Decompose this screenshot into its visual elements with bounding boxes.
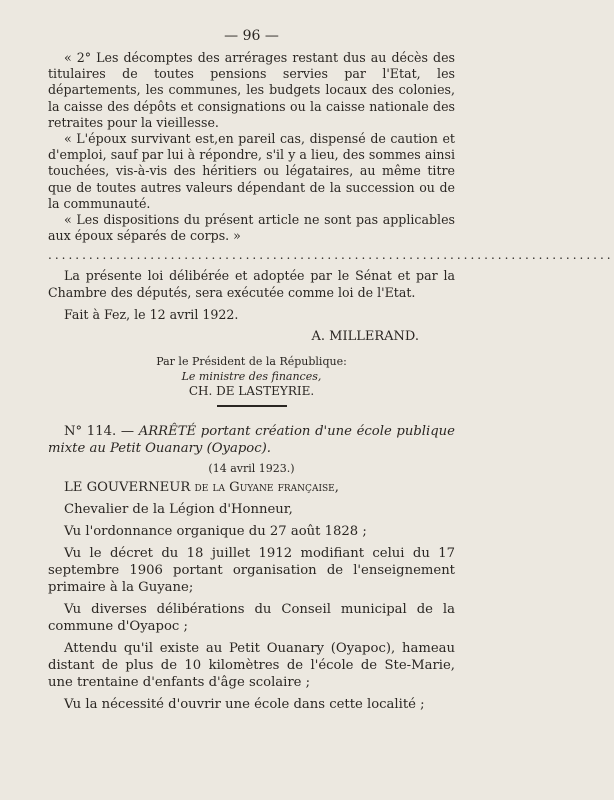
arrete-heading [48, 423, 455, 457]
arrete-date: (14 avril 1923.) [208, 462, 295, 476]
attendu-paragraph: Attendu qu'il existe au Petit Ouanary (Oyapoc), hameau distant de plus de 10 kilomètres de l'école de Ste-Marie, une trentaine d'enfants d'âge scolaire ; [48, 641, 455, 691]
arrete-number: N° 114. [64, 424, 117, 440]
paragraph-dispositions: « Les dispositions du présent article ne sont pas applicables aux époux séparés de corps. » [48, 212, 455, 244]
arrete-title: — ARRÊTÉ portant création d'une école publique mixte au Petit Ouanary (Oyapoc). [48, 424, 455, 457]
vu-deliberations: Vu diverses délibérations du Conseil municipal de la commune d'Oyapoc ; [48, 602, 455, 635]
vu-ordonnance: Vu l'ordonnance organique du 27 août 1828 ; [64, 524, 367, 540]
page-number: — 96 — [224, 28, 279, 44]
dotted-separator: ................................................................................... [48, 248, 614, 263]
signature-millerand: A. MILLERAND. [311, 329, 419, 345]
paragraph-pensions: « 2° Les décomptes des arrérages restant dus au décès des titulaires de toutes pensions servies par l'Etat, les départements, les communes, les budgets locaux des colonies, la caisse des dépôts et consignations ou la caisse nationale des retraites pour la vieillesse. [48, 50, 455, 130]
law-text: La présente loi délibérée et adoptée par le Sénat et par la Chambre des députés, sera exécutée comme loi de l'Etat. [48, 268, 455, 300]
arrete-section [48, 423, 455, 713]
paragraph-epoux-survivant: « L'époux survivant est,en pareil cas, dispensé de caution et d'emploi, sauf par lui à répondre, s'il y a lieu, des sommes ainsi touchées, vis-à-vis des héritiers ou légataires, au même titre que de toutes autres valeurs dépendant de la succession ou de la communauté. [48, 131, 455, 211]
par-le-president: Par le Président de la République: [156, 355, 347, 369]
fait-line: Fait à Fez, le 12 avril 1922. [64, 306, 239, 322]
vu-decret: Vu le décret du 18 juillet 1912 modifiant celui du 17 septembre 1906 portant organisation de l'enseignement primaire à la Guyane; [48, 546, 455, 596]
signature-lasteyrie: CH. DE LASTEYRIE. [188, 384, 315, 399]
vu-necessite: Vu la nécessité d'ouvrir une école dans cette localité ; [64, 697, 425, 713]
ministre-finances: Le ministre des finances, [181, 370, 322, 384]
section-rule [217, 405, 287, 407]
chevalier-line: Chevalier de la Légion d'Honneur, [64, 502, 293, 518]
gouverneur-line: LE GOUVERNEUR de la Guyane française, [64, 480, 339, 496]
